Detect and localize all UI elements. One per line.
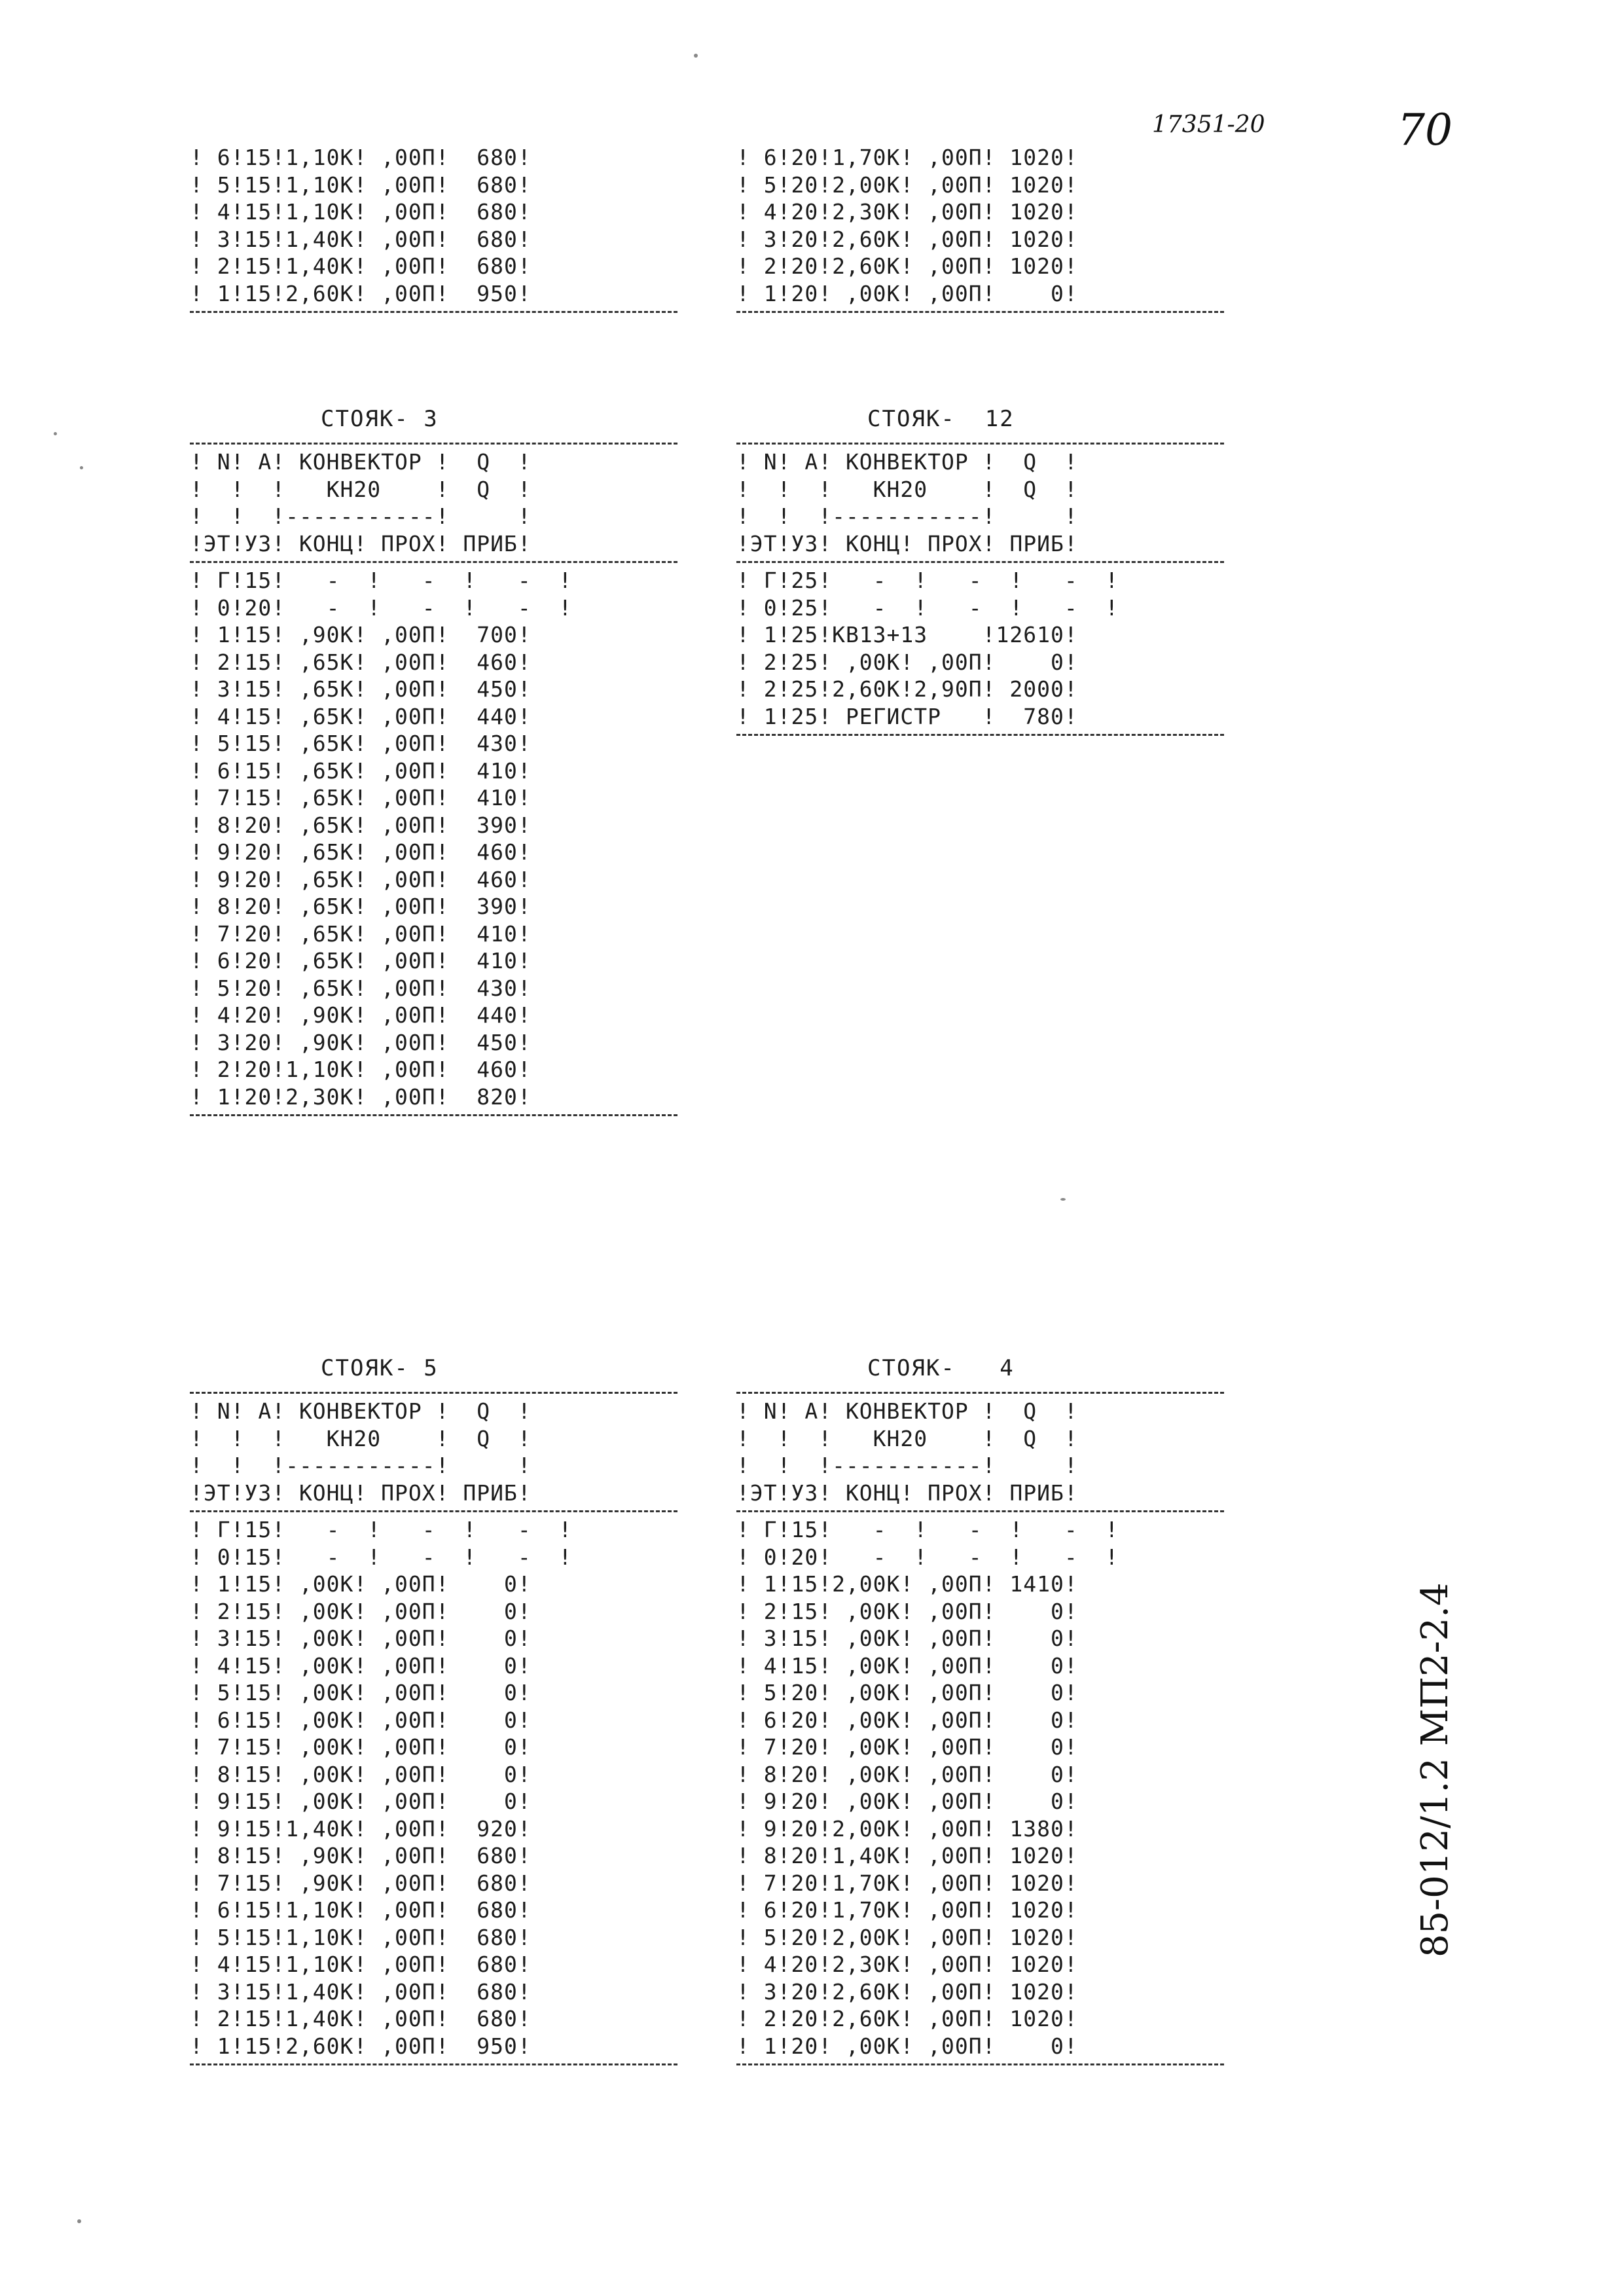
table-row: ! 0!20! - ! - ! - ! (190, 594, 573, 621)
table-row: ! 3!20! ,90К! ,00П! 450! (190, 1029, 532, 1055)
table-row: ! 6!15! ,00К! ,00П! 0! (190, 1707, 532, 1733)
riser-3-table (190, 399, 677, 1120)
table-row: ! 4!15!1,10К! ,00П! 680! (190, 1952, 532, 1977)
table-row: ! 8!20!1,40К! ,00П! 1020! (736, 1843, 1078, 1868)
table-row: ! 9!15!1,40К! ,00П! 920! (190, 1815, 532, 1842)
table-body (736, 144, 1224, 307)
table-rule (190, 311, 677, 313)
table-header (190, 1398, 677, 1506)
table-rule (190, 443, 677, 445)
table-title: СТОЯК- 4 (867, 1355, 1015, 1381)
riser-5-table (190, 1349, 677, 2069)
table-row: ! 5!15!1,10К! ,00П! 680! (190, 172, 532, 198)
table-row: ! 4!15!1,10К! ,00П! 680! (190, 199, 532, 225)
table-row: ! 5!20!2,00К! ,00П! 1020! (736, 1924, 1078, 1950)
table-row: ! 7!20! ,65К! ,00П! 410! (190, 920, 532, 947)
table-row: ! 3!15! ,00К! ,00П! 0! (190, 1626, 532, 1651)
table-row: ! 5!15! ,65К! ,00П! 430! (190, 731, 532, 756)
table-title: СТОЯК- 3 (321, 406, 439, 432)
table-row: ! 5!20!2,00К! ,00П! 1020! (736, 172, 1078, 198)
table-header-line: !ЭТ!УЗ! КОНЦ! ПРОХ! ПРИБ! (736, 530, 1078, 556)
table-header-line: ! ! ! КН20 ! Q ! (736, 1425, 1078, 1451)
table-row: ! 6!20!1,70К! ,00П! 1020! (736, 1897, 1078, 1923)
table-body (190, 567, 677, 1110)
table-row: ! 8!15! ,90К! ,00П! 680! (190, 1843, 532, 1868)
table-row: ! 8!20! ,00К! ,00П! 0! (736, 1761, 1078, 1787)
table-rule (736, 561, 1224, 563)
table-row: ! 6!20! ,65К! ,00П! 410! (190, 948, 532, 973)
table-row: ! 8!20! ,65К! ,00П! 390! (190, 894, 532, 919)
table-row: ! 9!20! ,65К! ,00П! 460! (190, 866, 532, 892)
table-row: ! 6!15!1,10К! ,00П! 680! (190, 1897, 532, 1923)
table-row: ! 3!15! ,00К! ,00П! 0! (736, 1626, 1078, 1651)
table-row: ! 1!20! ,00К! ,00П! 0! (736, 280, 1078, 306)
table-header-line: ! N! А! КОНВЕКТОР ! Q ! (736, 1398, 1078, 1424)
table-row: ! 3!15!1,40К! ,00П! 680! (190, 226, 532, 252)
table-body (190, 1516, 677, 2060)
table-row: ! 4!15! ,00К! ,00П! 0! (190, 1652, 532, 1679)
scan-speck (1060, 1198, 1066, 1201)
table-header (736, 1398, 1224, 1506)
table-rule (736, 1392, 1224, 1394)
table-row: ! 4!20! ,90К! ,00П! 440! (190, 1002, 532, 1028)
table-title: СТОЯК- 12 (867, 406, 1015, 432)
table-row: ! 6!15! ,65К! ,00П! 410! (190, 757, 532, 784)
table-row: ! 0!15! - ! - ! - ! (190, 1544, 573, 1570)
table-row: ! 1!15!2,60К! ,00П! 950! (190, 280, 532, 306)
table-row: ! 1!20!2,30К! ,00П! 820! (190, 1083, 532, 1110)
table-header (736, 448, 1224, 557)
table-body (736, 1516, 1224, 2060)
table-row: ! 1!15! ,00К! ,00П! 0! (190, 1571, 532, 1597)
scan-speck (77, 2219, 81, 2223)
document-number: 17351-20 (1152, 111, 1265, 138)
table-rule (190, 1510, 677, 1512)
riser-12-table (736, 399, 1224, 740)
table-row: ! 9!15! ,00К! ,00П! 0! (190, 1789, 532, 1814)
table-row: ! 5!15!1,10К! ,00П! 680! (190, 1924, 532, 1950)
table-row: ! 2!25! ,00К! ,00П! 0! (736, 649, 1078, 675)
table-header-line: ! ! ! КН20 ! Q ! (736, 476, 1078, 502)
table-row: ! 5!20! ,65К! ,00П! 430! (190, 975, 532, 1001)
table-row: ! 7!15! ,00К! ,00П! 0! (190, 1734, 532, 1760)
table-title: СТОЯК- 5 (321, 1355, 439, 1381)
table-header-line: ! N! А! КОНВЕКТОР ! Q ! (190, 449, 532, 475)
table-header-line: ! ! ! КН20 ! Q ! (190, 1425, 532, 1451)
table-row: ! 2!20!1,10К! ,00П! 460! (190, 1057, 532, 1082)
table-row: ! 1!25! РЕГИСТР ! 780! (736, 703, 1078, 729)
scan-speck (694, 54, 698, 58)
table-row: ! 1!25!КВ13+13 !12610! (736, 622, 1078, 647)
table-row: ! 4!15! ,65К! ,00П! 440! (190, 703, 532, 729)
table-row: ! 4!15! ,00К! ,00П! 0! (736, 1652, 1078, 1679)
table-row: ! 9!20! ,00К! ,00П! 0! (736, 1789, 1078, 1814)
table-row: ! 9!20! ,65К! ,00П! 460! (190, 839, 532, 865)
table-header-line: !ЭТ!УЗ! КОНЦ! ПРОХ! ПРИБ! (190, 1480, 532, 1506)
table-row: ! 3!15!1,40К! ,00П! 680! (190, 1978, 532, 2005)
table-rule (190, 561, 677, 563)
table-row: ! Г!15! - ! - ! - ! (190, 1517, 573, 1542)
table-row: ! 1!20! ,00К! ,00П! 0! (736, 2033, 1078, 2059)
table-row: ! 9!20!2,00К! ,00П! 1380! (736, 1815, 1078, 1842)
table-rule (190, 1392, 677, 1394)
table-header-line: ! N! А! КОНВЕКТОР ! Q ! (736, 449, 1078, 475)
riser-table-continuation-right (736, 144, 1224, 317)
table-row: ! 0!25! - ! - ! - ! (736, 594, 1119, 621)
table-row: ! 2!15!1,40К! ,00П! 680! (190, 253, 532, 279)
table-row: ! 2!25!2,60К!2,90П! 2000! (736, 676, 1078, 702)
table-row: ! Г!25! - ! - ! - ! (736, 568, 1119, 593)
table-row: ! 2!15! ,00К! ,00П! 0! (736, 1598, 1078, 1624)
table-row: ! 6!20! ,00К! ,00П! 0! (736, 1707, 1078, 1733)
scan-speck (80, 466, 83, 469)
table-row: ! 7!15! ,65К! ,00П! 410! (190, 785, 532, 810)
table-row: ! 3!15! ,65К! ,00П! 450! (190, 676, 532, 702)
table-row: ! 2!15!1,40К! ,00П! 680! (190, 2006, 532, 2031)
table-rule (736, 734, 1224, 736)
table-rule (736, 1510, 1224, 1512)
side-document-code: 85-012/1.2 МП2-2.4 (1414, 1582, 1456, 1957)
table-header-line: !ЭТ!УЗ! КОНЦ! ПРОХ! ПРИБ! (190, 530, 532, 556)
table-header (190, 448, 677, 557)
table-header-line: ! ! ! КН20 ! Q ! (190, 476, 532, 502)
table-header-line: !ЭТ!УЗ! КОНЦ! ПРОХ! ПРИБ! (736, 1480, 1078, 1506)
table-row: ! 2!20!2,60К! ,00П! 1020! (736, 2006, 1078, 2031)
table-header-line: ! ! !-----------! ! (190, 1453, 532, 1478)
table-rule (736, 311, 1224, 313)
table-row: ! 2!20!2,60К! ,00П! 1020! (736, 253, 1078, 279)
table-rule (736, 443, 1224, 445)
table-row: ! 4!20!2,30К! ,00П! 1020! (736, 1952, 1078, 1977)
table-row: ! 2!15! ,65К! ,00П! 460! (190, 649, 532, 675)
table-rule (736, 2063, 1224, 2065)
table-row: ! 1!15! ,90К! ,00П! 700! (190, 622, 532, 647)
table-row: ! 8!20! ,65К! ,00П! 390! (190, 812, 532, 838)
table-body (190, 144, 677, 307)
table-header-line: ! ! !-----------! ! (736, 1453, 1078, 1478)
table-rule (190, 2063, 677, 2065)
table-header-line: ! ! !-----------! ! (190, 503, 532, 529)
table-row: ! 4!20!2,30К! ,00П! 1020! (736, 199, 1078, 225)
table-row: ! 1!15!2,00К! ,00П! 1410! (736, 1571, 1078, 1597)
table-row: ! 8!15! ,00К! ,00П! 0! (190, 1761, 532, 1787)
page-number: 70 (1398, 105, 1453, 155)
table-body (736, 567, 1224, 730)
table-row: ! 1!15!2,60К! ,00П! 950! (190, 2033, 532, 2059)
table-row: ! 7!20! ,00К! ,00П! 0! (736, 1734, 1078, 1760)
table-row: ! 3!20!2,60К! ,00П! 1020! (736, 1978, 1078, 2005)
table-row: ! 5!15! ,00К! ,00П! 0! (190, 1680, 532, 1705)
table-row: ! 7!20!1,70К! ,00П! 1020! (736, 1870, 1078, 1896)
table-row: ! 5!20! ,00К! ,00П! 0! (736, 1680, 1078, 1705)
table-row: ! 6!15!1,10К! ,00П! 680! (190, 145, 532, 170)
table-row: ! 2!15! ,00К! ,00П! 0! (190, 1598, 532, 1624)
riser-table-continuation-left (190, 144, 677, 317)
table-row: ! 3!20!2,60К! ,00П! 1020! (736, 226, 1078, 252)
scan-speck (54, 432, 57, 435)
table-row: ! 6!20!1,70К! ,00П! 1020! (736, 145, 1078, 170)
table-row: ! Г!15! - ! - ! - ! (190, 568, 573, 593)
table-row: ! 0!20! - ! - ! - ! (736, 1544, 1119, 1570)
table-row: ! 7!15! ,90К! ,00П! 680! (190, 1870, 532, 1896)
table-row: ! Г!15! - ! - ! - ! (736, 1517, 1119, 1542)
table-header-line: ! ! !-----------! ! (736, 503, 1078, 529)
riser-4-table (736, 1349, 1224, 2069)
table-rule (190, 1114, 677, 1116)
table-header-line: ! N! А! КОНВЕКТОР ! Q ! (190, 1398, 532, 1424)
